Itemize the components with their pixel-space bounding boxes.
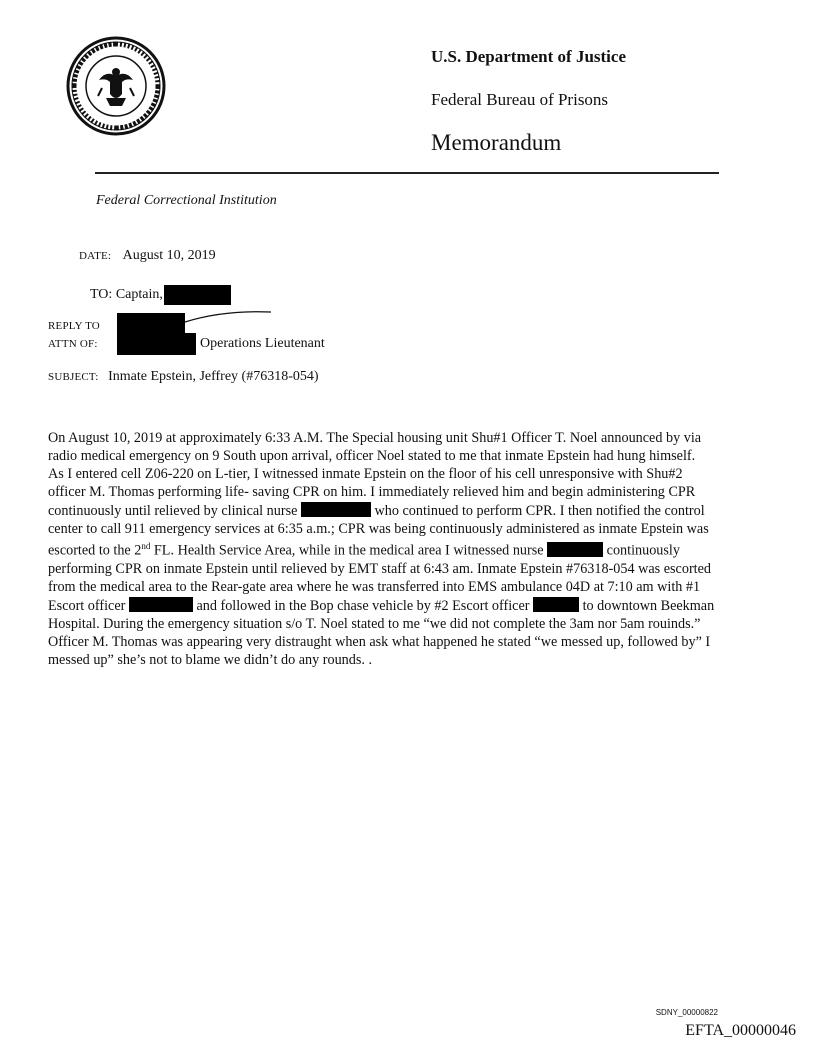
document-type: Memorandum — [431, 130, 562, 155]
body-text: to downtown Beekman — [582, 597, 715, 614]
reply-to-label: REPLY TO — [48, 320, 100, 332]
body-line: performing CPR on inmate Epstein until relieved by EMT staff at 6:43 am. Inmate Epstein #76318-054 was escorted — [48, 561, 712, 578]
body-line: center to call 911 emergency services at 6:35 a.m.; CPR was being continuously administered as inmate Epstein was — [48, 520, 709, 537]
body-line: from the medical area to the Rear-gate area where he was transferred into EMS ambulance 04D at 7:10 am with #1 — [48, 578, 701, 595]
to-row — [90, 285, 231, 305]
redaction-block — [129, 597, 193, 612]
efta-bates-number: EFTA_00000046 — [685, 1022, 796, 1039]
bureau-name: Federal Bureau of Prisons — [431, 90, 609, 109]
body-line: messed up” she’s not to blame we didn’t do any rounds. . — [48, 651, 373, 668]
to-value: Captain, — [115, 287, 163, 303]
body-text: FL. Health Service Area, while in the medical area I witnessed nurse — [150, 543, 544, 560]
subject-row — [48, 369, 319, 385]
date-value: August 10, 2019 — [122, 248, 216, 263]
memo-body — [48, 430, 770, 670]
redaction-block — [547, 542, 603, 557]
body-line: radio medical emergency on 9 South upon arrival, officer Noel stated to me that inmate Epstein had hung himself. — [48, 447, 696, 464]
body-text: and followed in the Bop chase vehicle by #2 Escort officer — [196, 597, 530, 614]
signature-mark — [183, 308, 273, 329]
body-line: As I entered cell Z06-220 on L-tier, I witnessed inmate Epstein on the floor of his cell unresponsive with Shu#2 — [48, 465, 683, 482]
redaction-block — [301, 502, 371, 517]
body-line — [48, 502, 770, 521]
body-line: Officer M. Thomas was appearing very distraught when ask what happened he stated “we messed up, followed by” I — [48, 633, 711, 650]
body-line: Hospital. During the emergency situation s/o T. Noel stated to me “we did not complete the 3am nor 5am rouinds.” — [48, 615, 701, 632]
institution-name: Federal Correctional Institution — [96, 193, 277, 208]
to-label: TO: — [90, 287, 113, 303]
sdny-bates-number: SDNY_00000822 — [655, 1008, 718, 1017]
redaction-block — [164, 285, 231, 305]
body-text: continuously until relieved by clinical nurse — [48, 502, 298, 519]
date-label: DATE: — [79, 250, 112, 262]
date-row — [79, 248, 216, 264]
body-line — [48, 597, 770, 616]
body-line — [48, 538, 770, 561]
redaction-block — [533, 597, 579, 612]
body-line: On August 10, 2019 at approximately 6:33 A.M. The Special housing unit Shu#1 Officer T. Noel announced by via — [48, 430, 702, 446]
attn-of-label: ATTN OF: — [48, 338, 98, 350]
agency-name: U.S. Department of Justice — [431, 47, 626, 66]
redaction-block — [185, 333, 196, 355]
attn-value: Operations Lieutenant — [200, 336, 325, 351]
body-line: officer M. Thomas performing life- saving CPR on him. I immediately relieved him and begin administering CPR — [48, 483, 696, 500]
body-text: escorted to the 2 — [48, 543, 142, 560]
body-text: Escort officer — [48, 597, 126, 614]
body-text: who continued to perform CPR. I then notified the control — [374, 502, 705, 519]
subject-label: SUBJECT: — [48, 371, 99, 383]
header-divider — [95, 172, 719, 174]
redaction-block — [117, 313, 185, 355]
superscript: nd — [141, 541, 151, 552]
subject-value: Inmate Epstein, Jeffrey (#76318-054) — [108, 369, 319, 384]
department-of-justice-seal-icon — [66, 36, 166, 136]
body-text: continuously — [606, 543, 680, 560]
